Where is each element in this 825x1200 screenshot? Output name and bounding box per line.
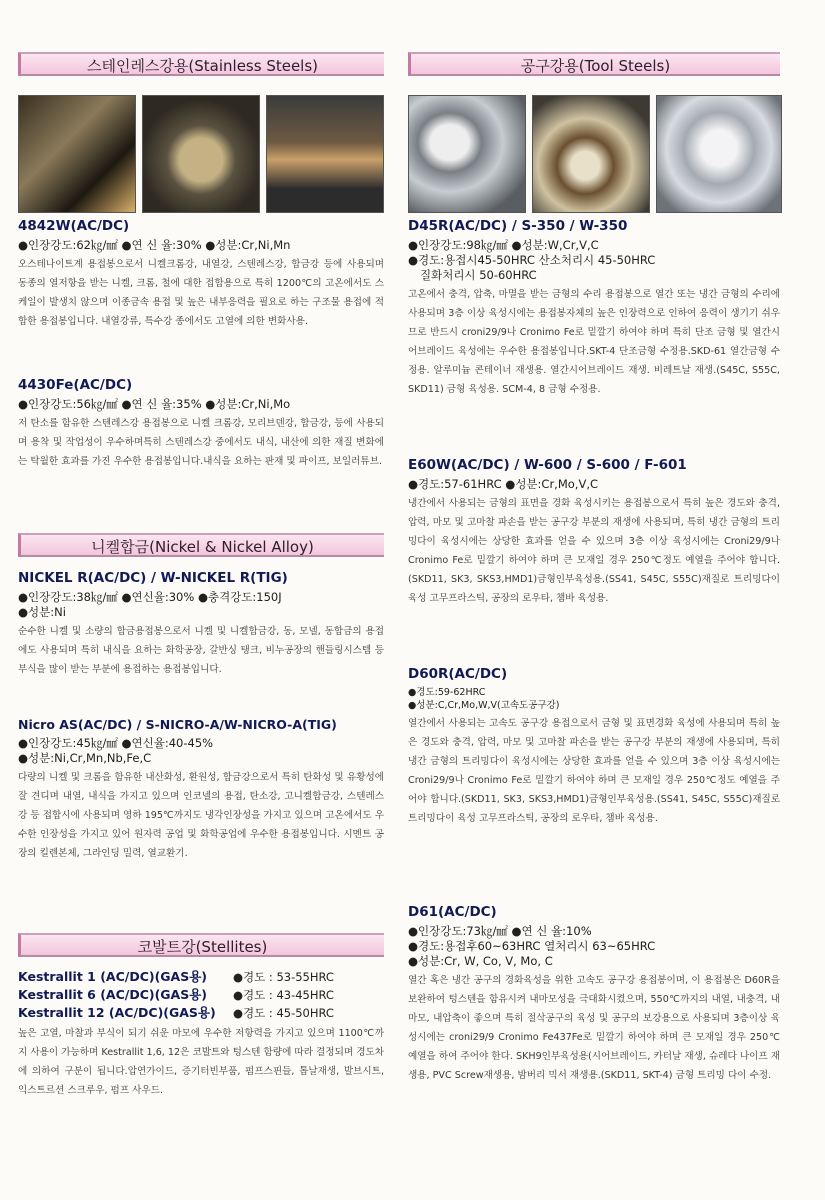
cobalt-hardness: ●경도 : 53-55HRC	[233, 970, 334, 984]
product-4842w	[18, 218, 384, 331]
welder-photo	[18, 95, 136, 213]
product-desc: 냉간에서 사용되는 금형의 표면을 경화 육성시키는 용접봉으로서 특히 높은 경도와 충격, 압력, 마모 및 고마찰 파손을 받는 공구강 부분의 재생에 사용되며, 특히 냉간 금형의 트리밍다이 육성시에는 상당한 효과를 얻을 수 있으며 3층 이상 육성시에는 Croni29/9나 Cronimo Fe로 밑깔기 하여야 하며 큰 모재일 경우 250℃정도 예열을 주어야 합니다.(SKD11, SK3, SKS3,HMD1)금형인부육성용.(SS41, S45C, S55C)재질로 트리밍다이 육성 고무프라스틱, 공장의 로우타, 챔바 육성용.	[408, 498, 780, 604]
product-desc: 오스테나이트계 용접봉으로서 니켈크롬강, 내열강, 스텐레스강, 합금강 등에 사용되며 동종의 열저항을 받는 니켈, 크롬, 철에 대한 접합용으로 특히 1200℃의 고온에서도 스케일이 발생치 않으며 이종금속 용접 및 높은 내부응력을 필요로 하는 구조물 용접에 적합한 용접봉입니다. 내열강류, 특수강 종에서도 고열에 의한 변화사용.	[18, 259, 385, 327]
product-desc: 저 탄소를 함유한 스텐레스강 용접봉으로 니켈 크롬강, 모리브덴강, 합금강, 등에 사용되며 용착 및 작업성이 우수하며특히 스텐레스강 중에서도 내식, 내산에 의한 재질 변화에는 탁월한 효과를 가진 우수한 용접봉입니다.내식을 요하는 판재 및 파이프, 보일러튜브.	[18, 418, 384, 467]
product-name: D61(AC/DC)	[408, 904, 497, 920]
product-desc: 열간 혹은 냉간 공구의 경화육성을 위한 고속도 공구강 용접봉이며, 이 용접봉은 D60R을 보완하여 텅스텐을 함유시켜 내마모성을 극대화시켰으며, 550℃까지의 내열, 내충격, 내마모, 내압축이 좋으며 특히 절삭공구의 육성 및 공구의 보강용으로 사용되며 3층이상 육성시에는 croni29/9 Cronimo Fe437Fe로 밑깔기 하여야 하며 큰 모재일 경우 250℃ 예열을 하여 주어야 한다. SKH9인부육성용(시어브레이드, 카터날 재생, 슈레다 나이프 재생용, PVC Screw재생용, 밤버리 믹서 재생용.(SKD11, SKT-4) 금형 트리밍 다이 수정.	[408, 975, 780, 1081]
product-4430fe	[18, 377, 384, 471]
cobalt-name: Kestrallit 6 (AC/DC)(GAS용)	[18, 987, 208, 1002]
product-d60r	[408, 666, 780, 828]
product-spec: ●경도:용접시45-50HRC 산소처리시 45-50HRC	[408, 253, 656, 267]
product-desc: 고온에서 충격, 압축, 마멸을 받는 금형의 수리 용접봉으로 열간 또는 냉간 금형의 수리에 사용되며 3층 이상 육성시에는 용접봉자체의 높은 인장력으로 인하여 응력이 생기기 쉬우므로 반드시 croni29/9나 Cronimo Fe로 밑깔기 하여야 하며 특히 단조 금형 및 열간시어브레이드 육성에는 우수한 용접봉입니다.SKT-4 단조금형 수정용.SKD-61 열간금형 수정용. 알루미늄 콘테이너 재생용. 열간시어브레이드 재생. 비레트날 재생.(S45C, S55C, SKD11) 금형 육성용. SCM-4, 8 금형 수정용.	[408, 289, 780, 395]
nickel-header: 니켈합금(Nickel & Nickel Alloy)	[18, 533, 384, 557]
product-spec: ●인장강도:38㎏/㎟ ●연신율:30% ●충격강도:150J	[18, 590, 282, 604]
product-spec: ●경도:59-62HRC	[408, 687, 486, 698]
product-spec: ●경도:용접후60~63HRC 열처리시 63~65HRC	[408, 939, 656, 953]
product-desc: 순수한 니켈 및 소량의 합금용접봉으로서 니켈 및 니켈합금강, 동, 모넬, 동합금의 용접에도 사용되며 특히 내식을 요하는 화학공장, 갈반싱 탱크, 비누공장의 핸들링시스템 등 부식을 많이 받는 부분에 용접하는 용접봉입니다.	[18, 626, 384, 675]
stainless-header: 스테인레스강용(Stainless Steels)	[18, 52, 384, 76]
product-d45r	[408, 218, 780, 399]
cobalt-name: Kestrallit 12 (AC/DC)(GAS용)	[18, 1005, 216, 1020]
cobalt-name: Kestrallit 1 (AC/DC)(GAS용)	[18, 969, 208, 984]
product-desc: 열간에서 사용되는 고속도 공구강 용접으로서 금형 및 표면경화 육성에 사용되며 특히 높은 경도와 충격, 압력, 마모 및 고마찰 파손을 받는 공구강 부분의 재생에 사용되며, 특히 냉간 금형의 트리밍다이 육성시에는 상당한 효과를 얻을 수 있으며 3층 이상 육성시에는 Croni29/9나 Cronimo Fe로 밑깔기 하여야 하며 큰 모재일 경우 250℃정도 예열을 주어야 합니다.(SKD11, SK3, SKS3,HMD1)금형인부육성용.(SS41, S45C, S55C)재질로 트리밍다이 육성 고무프라스틱, 공장의 로우타, 챔바 육성용.	[408, 718, 780, 824]
product-spec: ●성분:Cr, W, Co, V, Mo, C	[408, 954, 553, 968]
product-d61	[408, 904, 780, 1085]
product-desc: 다량의 니켈 및 크롬을 함유한 내산화성, 환원성, 합금강으로서 특히 탄화성 및 유황성에 잘 견디며 내열, 내식을 가지고 있으며 인코넬의 용접, 탄소강, 고니켈합금강, 스텐레스강 등 접합시에 사용되며 영하 195℃까지도 냉각인장성을 가지고 있으며 고온에서도 우수한 인장성을 가지고 있어 원자력 공업 및 화학공업에 우수한 용접봉입니다. 시멘트 공장의 킬렌본체, 그라인딩 밀력, 열교환기.	[18, 772, 384, 859]
product-nickel-r	[18, 570, 384, 679]
mold-photo	[408, 95, 526, 213]
valve-photo	[532, 95, 650, 213]
turbine-photo	[142, 95, 260, 213]
product-name: Nicro AS(AC/DC) / S-NICRO-A/W-NICRO-A(TIG)	[18, 717, 337, 732]
cobalt-header: 코발트강(Stellites)	[18, 933, 384, 957]
cobalt-hardness: ●경도 : 45-50HRC	[233, 1006, 334, 1020]
die-photo	[656, 95, 782, 213]
product-spec: ●성분:Ni	[18, 605, 66, 619]
product-name: D60R(AC/DC)	[408, 666, 508, 682]
product-spec: ●인장강도:56㎏/㎟ ●연 신 율:35% ●성분:Cr,Ni,Mo	[18, 397, 291, 411]
cobalt-row	[18, 986, 384, 1004]
machine-photo	[266, 95, 384, 213]
product-name: D45R(AC/DC) / S-350 / W-350	[408, 218, 628, 234]
product-name: NICKEL R(AC/DC) / W-NICKEL R(TIG)	[18, 570, 288, 586]
product-spec: ●성분:C,Cr,Mo,W,V(고속도공구강)	[408, 700, 560, 711]
product-name: 4430Fe(AC/DC)	[18, 377, 133, 393]
product-name: E60W(AC/DC) / W-600 / S-600 / F-601	[408, 457, 687, 473]
cobalt-products	[18, 968, 384, 1100]
product-spec: ●인장강도:73㎏/㎟ ●연 신 율:10%	[408, 924, 592, 938]
cobalt-row	[18, 968, 384, 986]
cobalt-row	[18, 1004, 384, 1022]
tool-photos	[408, 95, 782, 213]
tool-header: 공구강용(Tool Steels)	[408, 52, 780, 76]
product-spec: ●인장강도:62㎏/㎟ ●연 신 율:30% ●성분:Cr,Ni,Mn	[18, 238, 291, 252]
cobalt-desc: 높은 고열, 마찰과 부식이 되기 쉬운 마모에 우수한 저항력을 가지고 있으며 1100℃까지 사용이 가능하며 Kestrallit 1,6, 12은 코발트와 텅스텐 함량에 따라 결정되며 경도차에 의하여 구분이 됩니다.압연가이드, 증기터빈부품, 펌프스핀들, 톱날재생, 발브시트, 익스트르션 스크루우, 펌프 사우드.	[18, 1028, 384, 1096]
product-spec: ●성분:Ni,Cr,Mn,Nb,Fe,C	[18, 751, 152, 765]
product-name: 4842W(AC/DC)	[18, 218, 130, 234]
product-spec: ●인장강도:98㎏/㎟ ●성분:W,Cr,V,C	[408, 238, 599, 252]
stainless-photos	[18, 95, 384, 213]
product-spec: ●인장강도:45㎏/㎟ ●연신율:40-45%	[18, 736, 214, 750]
product-nicro-as	[18, 716, 384, 863]
product-spec: 질화처리시 50-60HRC	[420, 268, 537, 282]
cobalt-hardness: ●경도 : 43-45HRC	[233, 988, 334, 1002]
product-spec: ●경도:57-61HRC ●성분:Cr,Mo,V,C	[408, 477, 598, 491]
product-e60w	[408, 457, 780, 608]
